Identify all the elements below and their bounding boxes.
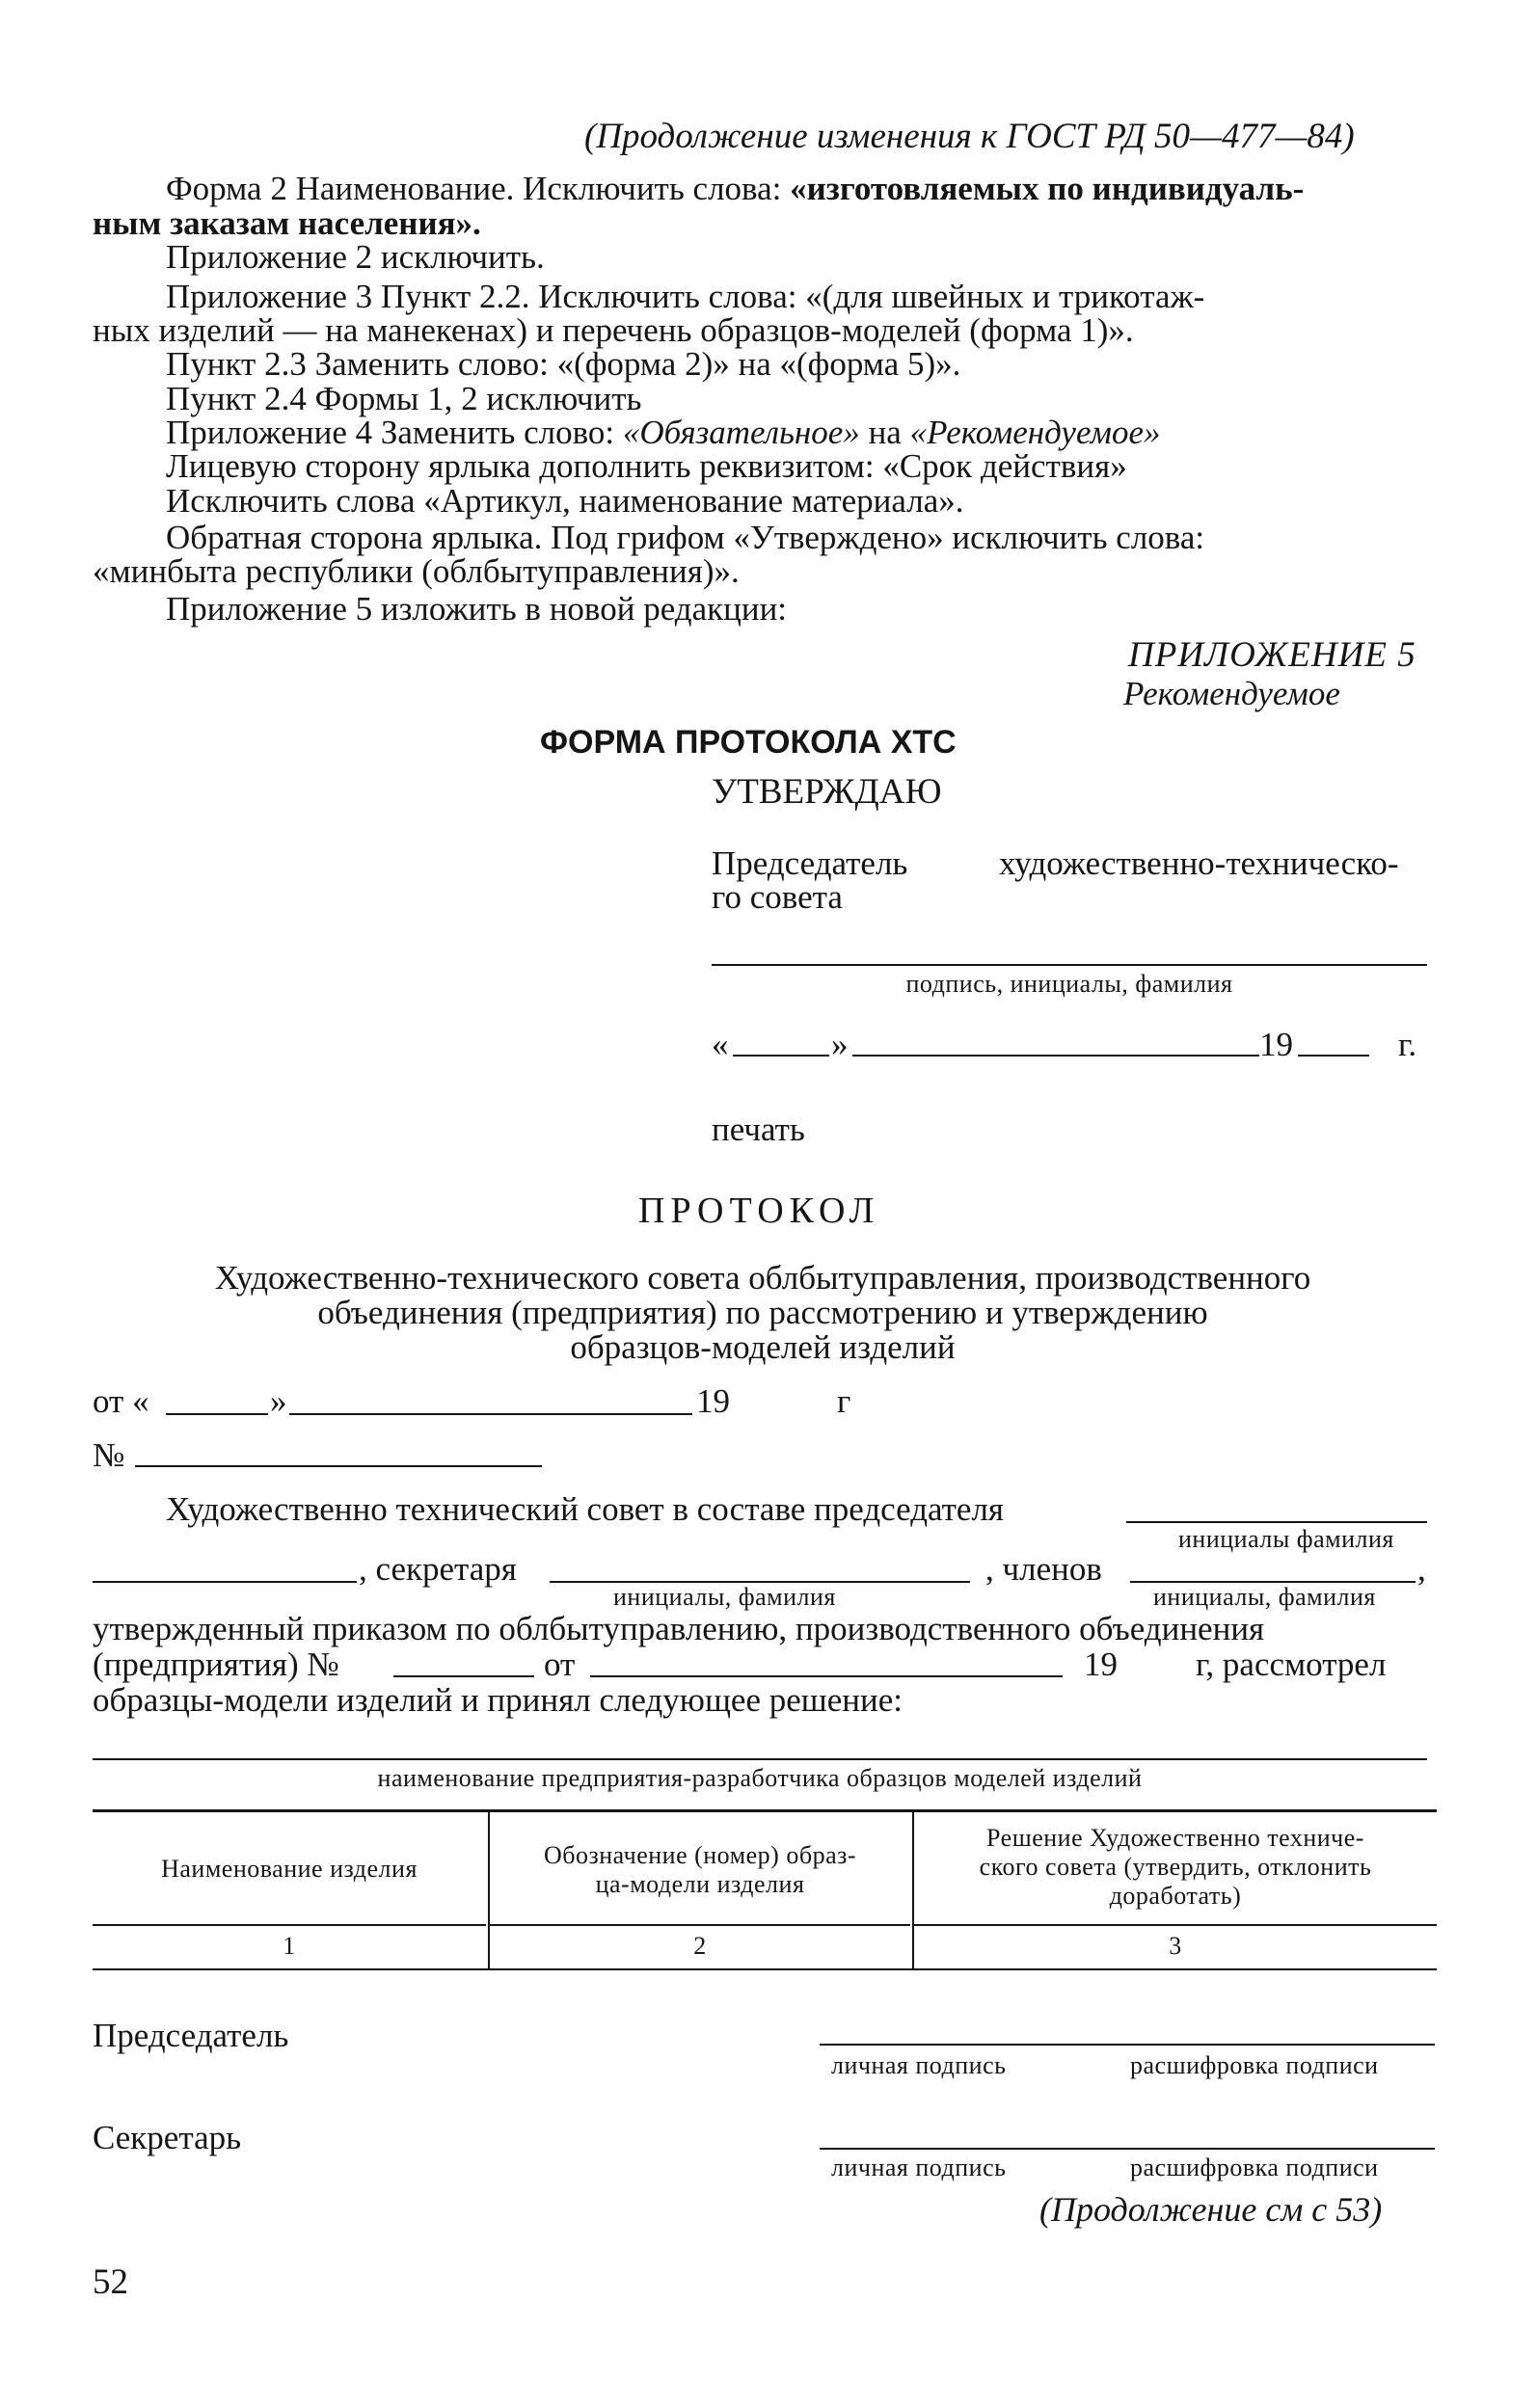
- change-label-back: Обратная сторона ярлыка. Под грифом «Утверждено» исключить слова:: [166, 519, 1205, 556]
- change-app4-old: «Обязательное»: [622, 414, 860, 451]
- members-label: , членов: [985, 1550, 1102, 1588]
- appendix-subtitle: Рекомендуемое: [1123, 675, 1340, 712]
- chairman-label: Председатель: [712, 844, 908, 882]
- change-p24: Пункт 2.4 Формы 1, 2 исключить: [166, 380, 642, 417]
- signature-secretary-label: Секретарь: [93, 2119, 242, 2156]
- number-field[interactable]: [135, 1465, 542, 1467]
- from-label: от «: [93, 1382, 149, 1420]
- body-enterprise-no: (предприятия) №: [93, 1645, 339, 1683]
- secretary-personal-signature: личная подпись: [831, 2154, 1007, 2181]
- date-day-field[interactable]: [733, 1055, 829, 1057]
- date-month-field[interactable]: [852, 1055, 1259, 1057]
- from-month-field[interactable]: [289, 1413, 692, 1415]
- change-app4-mid: на: [859, 414, 910, 451]
- date-open-quote: «: [712, 1026, 729, 1063]
- initials-caption-3: инициалы, фамилия: [1153, 1583, 1376, 1611]
- protocol-title: ПРОТОКОЛ: [638, 1191, 880, 1231]
- body-decision: образцы-модели изделий и принял следующее решение:: [93, 1681, 903, 1719]
- protocol-desc-2: объединения (предприятия) по рассмотрению и утверждению: [317, 1294, 1208, 1331]
- table-header-underline-1: [93, 1924, 486, 1926]
- secretary-decoding: расшифровка подписи: [1130, 2154, 1379, 2181]
- body-order: утвержденный приказом по облбытуправлению, производственного объединения: [93, 1610, 1265, 1647]
- from-close-quote: »: [270, 1382, 287, 1420]
- change-form2-bold: «изготовляемых по индивидуаль-: [790, 170, 1305, 207]
- form-title: ФОРМА ПРОТОКОЛА ХТС: [540, 724, 957, 761]
- chairman-personal-signature: личная подпись: [831, 2051, 1007, 2079]
- change-exclude: Исключить слова «Артикул, наименование материала».: [166, 482, 964, 520]
- protocol-desc-3: образцов-моделей изделий: [570, 1328, 956, 1366]
- change-label-back-cont: «минбыта республики (облбытуправления)».: [93, 552, 740, 590]
- table-col-number-2: 2: [693, 1932, 707, 1960]
- chairman-decoding: расшифровка подписи: [1130, 2051, 1379, 2079]
- table-header-underline-3: [914, 1924, 1437, 1926]
- number-label: №: [93, 1436, 125, 1474]
- body-from: от: [544, 1645, 576, 1683]
- change-form2-prefix: Форма 2 Наименование. Исключить слова:: [166, 170, 791, 207]
- protocol-desc-1: Художественно-технического совета облбытуправления, производственного: [214, 1259, 1311, 1297]
- table-header-decision: Решение Художественно техниче- ского совета (утвердить, отклонить доработать): [979, 1824, 1372, 1910]
- secretary-signature-line[interactable]: [820, 2148, 1435, 2150]
- chairman-name-field[interactable]: [1126, 1521, 1427, 1523]
- body-year: 19: [1084, 1645, 1118, 1683]
- initials-caption-1: инициалы фамилия: [1178, 1525, 1394, 1553]
- table-header-underline-2: [490, 1924, 910, 1926]
- body-reviewed: г, рассмотрел: [1196, 1645, 1387, 1683]
- approve-label: УТВЕРЖДАЮ: [712, 772, 942, 812]
- members-comma: ,: [1417, 1550, 1426, 1588]
- council-part2: го совета: [712, 878, 843, 916]
- council-composition: Художественно технический совет в составе председателя: [166, 1490, 1005, 1528]
- date-year-field[interactable]: [1298, 1055, 1369, 1057]
- continuation-footer: (Продолжение см с 53): [1039, 2190, 1383, 2229]
- change-app5: Приложение 5 изложить в новой редакции:: [166, 590, 788, 628]
- seal-label: печать: [712, 1110, 805, 1148]
- change-app3: Приложение 3 Пункт 2.2. Исключить слова: «(для швейных и трикотаж-: [166, 278, 1205, 315]
- change-label-front: Лицевую сторону ярлыка дополнить реквизитом: «Срок действия»: [166, 447, 1127, 485]
- change-form2-cont: ным заказам населения».: [93, 204, 481, 242]
- signature-chairman-label: Председатель: [93, 2017, 289, 2054]
- date-year-prefix: 19: [1259, 1026, 1293, 1063]
- enterprise-caption: наименование предприятия-разработчика образцов моделей изделий: [377, 1764, 1143, 1792]
- page-number: 52: [93, 2262, 128, 2302]
- signature-caption: подпись, инициалы, фамилия: [905, 970, 1233, 998]
- table-header-designation: Обозначение (номер) образ- ца-модели изделия: [543, 1841, 857, 1898]
- table-col-number-1: 1: [283, 1932, 296, 1960]
- change-p23: Пункт 2.3 Заменить слово: «(форма 2)» на «(форма 5)».: [166, 345, 961, 383]
- from-day-field[interactable]: [166, 1413, 268, 1415]
- table-header-product: Наименование изделия: [161, 1855, 418, 1883]
- change-app2: Приложение 2 исключить.: [166, 238, 545, 276]
- initials-caption-2: инициалы, фамилия: [613, 1583, 836, 1611]
- chairman-signature-line[interactable]: [820, 2044, 1435, 2046]
- date-year-suffix: г.: [1398, 1026, 1417, 1063]
- date-close-quote: »: [831, 1026, 849, 1063]
- from-g: г: [837, 1382, 851, 1420]
- enterprise-field[interactable]: [93, 1758, 1427, 1760]
- continuation-header: (Продолжение изменения к ГОСТ РД 50—477—84): [584, 117, 1355, 156]
- council-part1: художественно-техническо-: [999, 844, 1399, 882]
- table-bottom-border: [93, 1968, 1437, 1970]
- order-date-field[interactable]: [590, 1675, 1063, 1677]
- change-app3-cont: ных изделий — на манекенах) и перечень образцов-моделей (форма 1)».: [93, 311, 1134, 349]
- secretary-label: , секретаря: [359, 1550, 517, 1588]
- signature-line: [712, 964, 1427, 966]
- table-top-border: [93, 1809, 1437, 1812]
- table-col-number-3: 3: [1169, 1932, 1182, 1960]
- pre-secretary-field[interactable]: [93, 1581, 357, 1583]
- change-form2: [166, 170, 1304, 208]
- change-app4: [166, 414, 1160, 452]
- appendix-title: ПРИЛОЖЕНИЕ 5: [1128, 635, 1416, 675]
- from-year: 19: [696, 1382, 730, 1420]
- change-app4-new: «Рекомендуемое»: [909, 414, 1161, 451]
- order-number-field[interactable]: [393, 1675, 534, 1677]
- change-app4-prefix: Приложение 4 Заменить слово:: [166, 414, 623, 451]
